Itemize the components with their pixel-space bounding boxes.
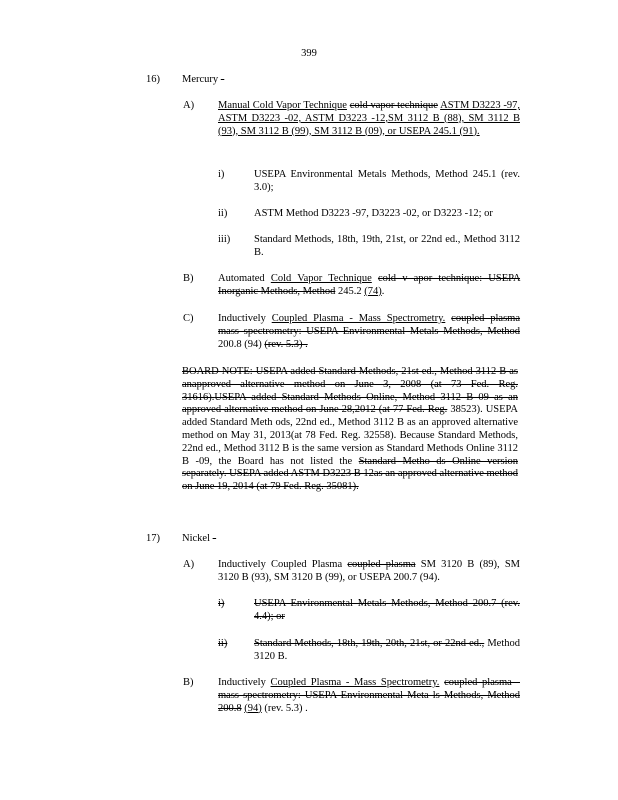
page-number: 399 bbox=[301, 48, 317, 59]
item-17-A-i-text: USEPA Environmental Metals Methods, Method 200.7 (rev. 4.4); or bbox=[254, 598, 520, 622]
item-16-C-letter: C) bbox=[183, 313, 194, 324]
item-16-A-text: Manual Cold Vapor Technique cold vapor technique ASTM D3223 -97, ASTM D3223 -02, ASTM D3223 -12,SM 3112 B (88), SM 3112 B (93), SM 3112 B (99), SM 3112 B (09), or USEPA 245.1 (91). bbox=[218, 100, 520, 137]
item-17-B-letter: B) bbox=[183, 677, 194, 688]
item-16-C-text: Inductively Coupled Plasma - Mass Spectrometry. coupled plasma mass spectrometry: USEPA Environmental Metals Methods, Method 200.8 (94) (rev. 5.3) . bbox=[218, 313, 521, 350]
item-17-A-i-label: i) bbox=[218, 598, 225, 609]
item-17-A-ii-text: Standard Methods, 18th, 19th, 20th, 21st, or 22nd ed., Method 3120 B. bbox=[254, 638, 520, 662]
item-16-B-text: Automated Cold Vapor Technique cold v apor technique: USEPA Inorganic Methods, Method 245.2 (74). bbox=[218, 273, 521, 297]
item-16-A-letter: A) bbox=[183, 100, 195, 111]
item-16-title: Mercury - bbox=[182, 74, 225, 85]
item-16-B-letter: B) bbox=[183, 273, 194, 284]
item-17-A-ii-label: ii) bbox=[218, 638, 228, 649]
item-17-A-letter: A) bbox=[183, 559, 195, 570]
item-16-A-i-label: i) bbox=[218, 169, 225, 180]
item-17-title: Nickel - bbox=[182, 533, 217, 544]
item-17-A-text: Inductively Coupled Plasma coupled plasma SM 3120 B (89), SM 3120 B (93), SM 3120 B (99), or USEPA 200.7 (94). bbox=[218, 559, 521, 583]
item-16-A-ii-text: ASTM Method D3223 -97, D3223 -02, or D3223 -12; or bbox=[254, 208, 493, 219]
item-17-B-text: Inductively Coupled Plasma - Mass Spectrometry. coupled plasma - mass spectrometry: USEPA Environmental Meta ls Methods, Method 200.8 (94) (rev. 5.3) . bbox=[218, 677, 520, 714]
item-16-A-i-text: USEPA Environmental Metals Methods, Method 245.1 (rev. 3.0); bbox=[254, 169, 520, 193]
item-16-A-iii-label: iii) bbox=[218, 234, 231, 245]
item-16-A-iii-text: Standard Methods, 18th, 19th, 21st, or 22nd ed., Method 3112 B. bbox=[254, 234, 520, 258]
item-16-number: 16) bbox=[146, 74, 160, 85]
board-note: BOARD NOTE: USEPA added Standard Methods, 21st ed., Method 3112 B as anapproved alternative method on June 3, 2008 (at 73 Fed. Reg. 31616).USEPA added Standard Methods Online, Method 3112 B 09 as an approved alternative method on June 28,2012 (at 77 Fed. Reg. 38523). USEPA added Standard Meth ods, 22nd ed., Method 3112 B as an approved alternative method on May 31, 2013(at 78 Fed. Reg. 32558). Because Standard Methods, 22nd ed., Method 3112 B is the same version as Standard Methods Online 3112 B -09, the Board has not listed the Standard Metho ds Online version separately. USEPA added ASTM D3223 B 12as an approved alternative method on June 19, 2014 (at 79 Fed. Reg. 35081). bbox=[182, 366, 519, 493]
item-16-A-ii-label: ii) bbox=[218, 208, 228, 219]
item-17-number: 17) bbox=[146, 533, 160, 544]
